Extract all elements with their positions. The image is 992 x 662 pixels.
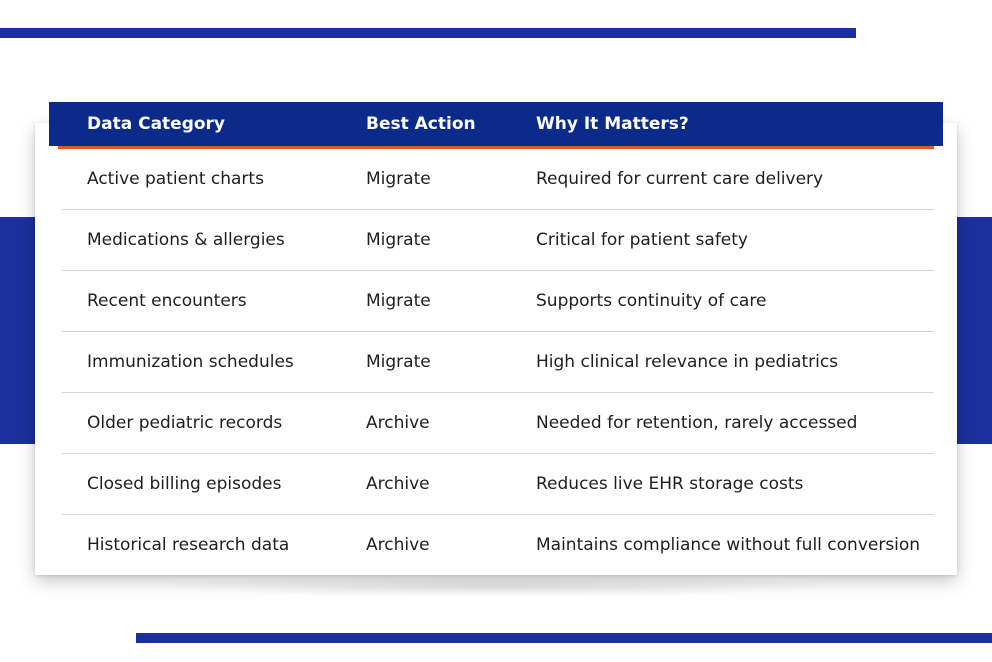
cell-category: Medications & allergies — [87, 230, 285, 250]
cell-reason: High clinical relevance in pediatrics — [536, 352, 839, 372]
table-row — [0, 271, 992, 332]
cell-reason: Reduces live EHR storage costs — [536, 474, 804, 494]
cell-action: Archive — [366, 413, 430, 433]
header-why-it-matters: Why It Matters? — [536, 114, 689, 134]
cell-category: Active patient charts — [87, 169, 264, 189]
table-header — [49, 102, 943, 146]
cell-action: Migrate — [366, 352, 431, 372]
table-row — [0, 210, 992, 271]
table-row — [0, 454, 992, 515]
table-row — [0, 149, 992, 210]
table-row — [0, 515, 992, 576]
cell-reason: Critical for patient safety — [536, 230, 748, 250]
cell-category: Older pediatric records — [87, 413, 283, 433]
cell-action: Migrate — [366, 169, 431, 189]
decorative-bar-bottom — [136, 633, 992, 643]
cell-category: Immunization schedules — [87, 352, 294, 372]
cell-category: Recent encounters — [87, 291, 247, 311]
cell-reason: Supports continuity of care — [536, 291, 767, 311]
cell-category: Historical research data — [87, 535, 290, 555]
card-shadow — [150, 575, 840, 597]
table-row — [0, 332, 992, 393]
cell-reason: Maintains compliance without full conversion — [536, 535, 921, 555]
cell-reason: Required for current care delivery — [536, 169, 824, 189]
decorative-bar-top — [0, 28, 856, 38]
cell-action: Migrate — [366, 230, 431, 250]
table-row — [0, 393, 992, 454]
cell-action: Archive — [366, 535, 430, 555]
cell-action: Migrate — [366, 291, 431, 311]
cell-category: Closed billing episodes — [87, 474, 282, 494]
cell-action: Archive — [366, 474, 430, 494]
header-data-category: Data Category — [87, 114, 226, 134]
cell-reason: Needed for retention, rarely accessed — [536, 413, 858, 433]
header-best-action: Best Action — [366, 114, 476, 134]
